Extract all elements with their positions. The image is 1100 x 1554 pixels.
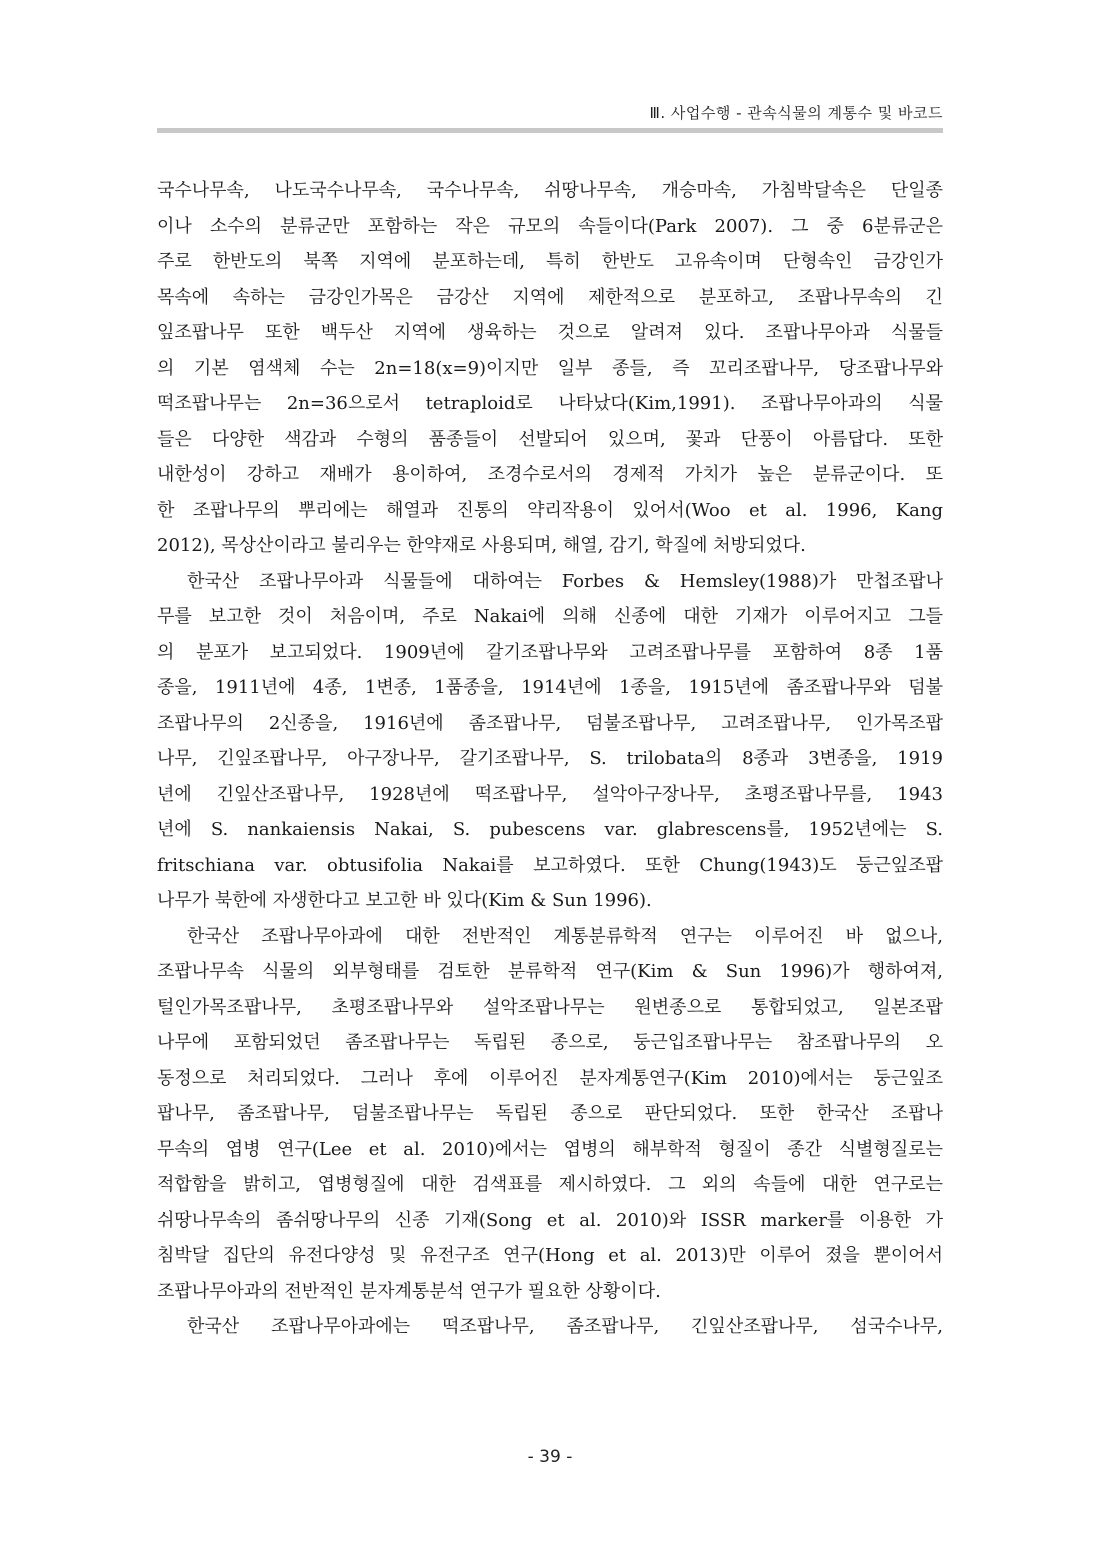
paragraph-line: 팝나무, 좀조팝나무, 덤불조팝나무는 독립된 종으로 판단되었다. 또한 한국산 조팝나	[157, 1103, 943, 1124]
paragraph-line: 조팝나무속 식물의 외부형태를 검토한 분류학적 연구(Kim & Sun 1996)가 행하여져,	[157, 961, 943, 982]
body-text	[157, 173, 943, 1345]
paragraph-line: 침박달 집단의 유전다양성 및 유전구조 연구(Hong et al. 2013)만 이루어 졌을 뿐이어서	[157, 1245, 943, 1266]
paragraph-line: 년에 S. nankaiensis Nakai, S. pubescens var. glabrescens를, 1952년에는 S.	[157, 819, 943, 840]
running-header: Ⅲ. 사업수행 - 관속식물의 계통수 및 바코드	[649, 104, 943, 122]
paragraph-line: 의 기본 염색체 수는 2n=18(x=9)이지만 일부 종들, 즉 꼬리조팝나무, 당조팝나무와	[157, 357, 943, 379]
paragraph-line: 이나 소수의 분류군만 포함하는 작은 규모의 속들이다(Park 2007). 그 중 6분류군은	[157, 215, 943, 237]
paragraph-line: 조팝나무의 2신종을, 1916년에 좀조팝나무, 덤불조팝나무, 고려조팝나무, 인가목조팝	[157, 712, 943, 734]
paragraph-line: 종을, 1911년에 4종, 1변종, 1품종을, 1914년에 1종을, 1915년에 좀조팝나무와 덤불	[157, 677, 943, 698]
paragraph-line: 목속에 속하는 금강인가목은 금강산 지역에 제한적으로 분포하고, 조팝나무속의 긴	[157, 286, 943, 308]
paragraph-line: 한 조팝나무의 뿌리에는 해열과 진통의 약리작용이 있어서(Woo et al. 1996, Kang	[157, 499, 943, 521]
paragraph-line: 한국산 조팝나무아과 식물들에 대하여는 Forbes & Hemsley(1988)가 만첩조팝나	[187, 570, 943, 592]
paragraph-line: 잎조팝나무 또한 백두산 지역에 생육하는 것으로 알려져 있다. 조팝나무아과 식물들	[157, 322, 943, 343]
page-number: - 39 -	[527, 1447, 573, 1467]
paragraph-line: 주로 한반도의 북쪽 지역에 분포하는데, 특히 한반도 고유속이며 단형속인 금강인가	[157, 251, 943, 272]
paragraph-line: 년에 긴잎산조팝나무, 1928년에 떡조팝나무, 설악아구장나무, 초평조팝나무를, 1943	[157, 783, 943, 805]
paragraph-line: 무속의 엽병 연구(Lee et al. 2010)에서는 엽병의 해부학적 형질이 종간 식별형질로는	[157, 1138, 943, 1160]
paragraph-line: 2012), 목상산이라고 불리우는 한약재로 사용되며, 해열, 감기, 학질에 처방되었다.	[157, 535, 806, 556]
paragraph-line: 무를 보고한 것이 처음이며, 주로 Nakai에 의해 신종에 대한 기재가 이루어지고 그들	[157, 606, 943, 627]
paragraph-line: 나무에 포함되었던 좀조팝나무는 독립된 종으로, 둥근입조팝나무는 참조팝나무의 오	[157, 1032, 943, 1053]
paragraph-line: 국수나무속, 나도국수나무속, 국수나무속, 쉬땅나무속, 개승마속, 가침박달속은 단일종	[157, 180, 943, 201]
paragraph-line: 털인가목조팝나무, 초평조팝나무와 설악조팝나무는 원변종으로 통합되었고, 일본조팝	[157, 996, 943, 1018]
paragraph-line: 나무, 긴잎조팝나무, 아구장나무, 갈기조팝나무, S. trilobata의 8종과 3변종을, 1919	[157, 748, 943, 769]
header-divider	[157, 128, 943, 133]
paragraph-line: 의 분포가 보고되었다. 1909년에 갈기조팝나무와 고려조팝나무를 포함하여 8종 1품	[157, 641, 943, 663]
paragraph-line: 동정으로 처리되었다. 그러나 후에 이루어진 분자계통연구(Kim 2010)에서는 둥근잎조	[157, 1067, 943, 1089]
paragraph-line: 한국산 조팝나무아과에는 떡조팝나무, 좀조팝나무, 긴잎산조팝나무, 섬국수나무,	[187, 1316, 943, 1337]
paragraph-line: 들은 다양한 색감과 수형의 품종들이 선발되어 있으며, 꽃과 단풍이 아름답다. 또한	[157, 428, 943, 450]
paragraph-line: 떡조팝나무는 2n=36으로서 tetraploid로 나타났다(Kim,1991). 조팝나무아과의 식물	[157, 393, 943, 414]
paragraph-line: 내한성이 강하고 재배가 용이하여, 조경수로서의 경제적 가치가 높은 분류군이다. 또	[157, 464, 943, 485]
paragraph-line: 조팝나무아과의 전반적인 분자계통분석 연구가 필요한 상황이다.	[157, 1280, 661, 1302]
paragraph-line: 한국산 조팝나무아과에 대한 전반적인 계통분류학적 연구는 이루어진 바 없으나,	[187, 925, 943, 947]
paragraph-line: 쉬땅나무속의 좀쉬땅나무의 신종 기재(Song et al. 2010)와 ISSR marker를 이용한 가	[157, 1209, 943, 1231]
paragraph-line: 나무가 북한에 자생한다고 보고한 바 있다(Kim & Sun 1996).	[157, 890, 652, 911]
paragraph-line: 적합함을 밝히고, 엽병형질에 대한 검색표를 제시하였다. 그 외의 속들에 대한 연구로는	[157, 1174, 943, 1195]
paragraph-line: fritschiana var. obtusifolia Nakai를 보고하였다. 또한 Chung(1943)도 둥근잎조팝	[157, 854, 943, 876]
